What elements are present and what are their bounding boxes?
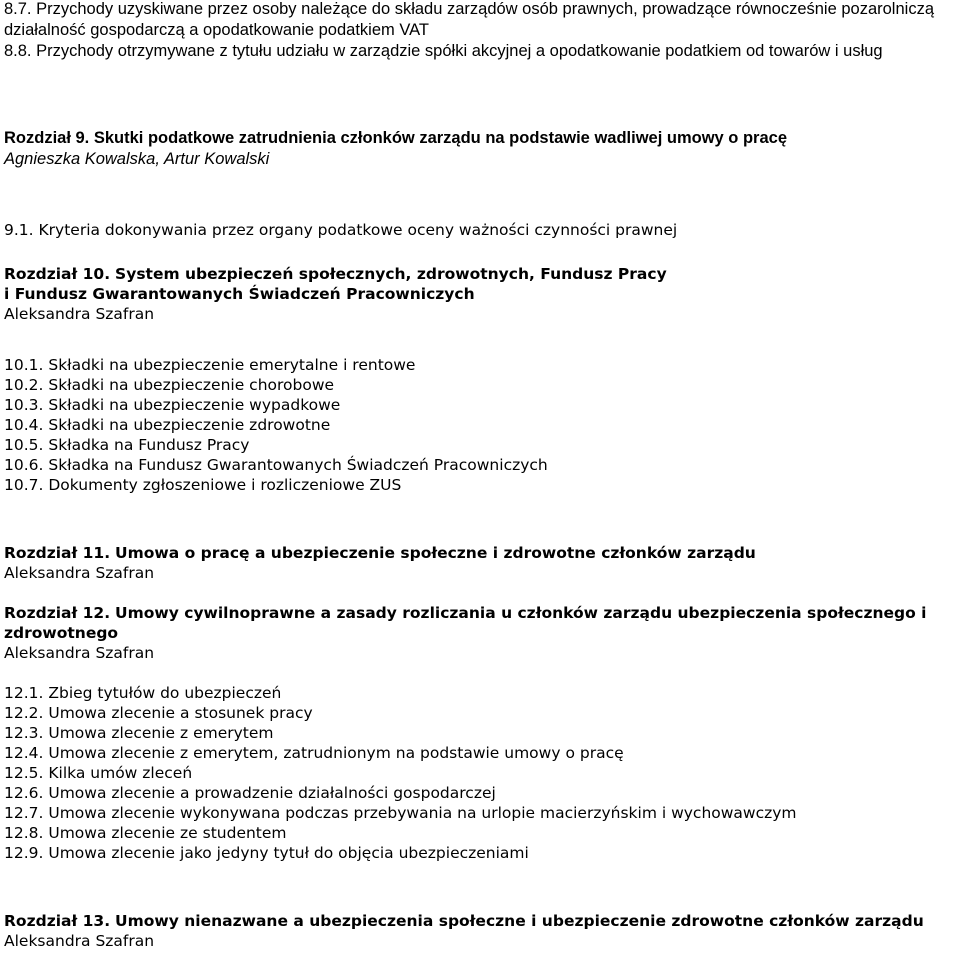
chapter-9-authors: Agnieszka Kowalska, Artur Kowalski: [4, 150, 270, 168]
chapter-9-items: [4, 220, 954, 240]
toc-item: 10.1. Składki na ubezpieczenie emerytalne i rentowe: [4, 356, 416, 374]
chapter-9-heading: [4, 128, 954, 170]
chapter-9-title: Skutki podatkowe zatrudnienia członków zarządu na podstawie wadliwej umowy o pracę: [93, 129, 787, 147]
chapter-13-title: Umowy nienazwane a ubezpieczenia społeczne i ubezpieczenie zdrowotne członków zarządu: [115, 912, 924, 930]
toc-item: 9.1. Kryteria dokonywania przez organy podatkowe oceny ważności czynności prawnej: [4, 221, 678, 239]
toc-item: 10.3. Składki na ubezpieczenie wypadkowe: [4, 396, 341, 414]
toc-item: 12.7. Umowa zlecenie wykonywana podczas przebywania na urlopie macierzyńskim i wychowawczym: [4, 804, 797, 822]
toc-item: 10.4. Składki na ubezpieczenie zdrowotne: [4, 416, 331, 434]
toc-item: 12.8. Umowa zlecenie ze studentem: [4, 824, 287, 842]
toc-item: 12.5. Kilka umów zleceń: [4, 764, 193, 782]
chapter-10-title-line2: i Fundusz Gwarantowanych Świadczeń Pracowniczych: [4, 285, 475, 303]
toc-item: 12.9. Umowa zlecenie jako jedyny tytuł do objęcia ubezpieczeniami: [4, 844, 529, 862]
toc-item-8-8: 8.8. Przychody otrzymywane z tytułu udziału w zarządzie spółki akcyjnej a opodatkowanie podatkiem od towarów i usług: [4, 42, 883, 60]
toc-item: 10.7. Dokumenty zgłoszeniowe i rozliczeniowe ZUS: [4, 476, 402, 494]
chapter-13-authors: Aleksandra Szafran: [4, 932, 155, 950]
chapter-12-items: [4, 683, 954, 863]
chapter-12-title: Umowy cywilnoprawne a zasady rozliczania u członków zarządu ubezpieczenia społecznego i zdrowotnego: [4, 604, 927, 642]
chapter-12-authors: Aleksandra Szafran: [4, 644, 155, 662]
toc-item-8-7: 8.7. Przychody uzyskiwane przez osoby należące do składu zarządów osób prawnych, prowadzące równocześnie pozarolniczą działalność gospodarczą a opodatkowanie podatkiem VAT: [4, 0, 934, 39]
chapter-9-label: Rozdział 9.: [4, 129, 90, 147]
chapter-13-label: Rozdział 13.: [4, 912, 111, 930]
toc-item: 10.5. Składka na Fundusz Pracy: [4, 436, 250, 454]
chapter-10-items: [4, 355, 954, 495]
toc-item: 12.6. Umowa zlecenie a prowadzenie działalności gospodarczej: [4, 784, 496, 802]
chapter-12-label: Rozdział 12.: [4, 604, 111, 622]
toc-item: 10.2. Składki na ubezpieczenie chorobowe: [4, 376, 335, 394]
chapter-12-heading: [4, 603, 954, 663]
chapter-10-authors: Aleksandra Szafran: [4, 305, 155, 323]
toc-item: 12.4. Umowa zlecenie z emerytem, zatrudnionym na podstawie umowy o pracę: [4, 744, 624, 762]
chapter-13-heading: [4, 911, 954, 951]
chapter-10-heading: [4, 264, 954, 324]
toc-item: 10.6. Składka na Fundusz Gwarantowanych Świadczeń Pracowniczych: [4, 456, 548, 474]
chapter-11-heading: [4, 543, 954, 583]
chapter-11-authors: Aleksandra Szafran: [4, 564, 155, 582]
chapter-11-label: Rozdział 11.: [4, 544, 111, 562]
chapter-10-label: Rozdział 10.: [4, 265, 111, 283]
toc-item: 12.2. Umowa zlecenie a stosunek pracy: [4, 704, 313, 722]
section-8-items: [4, 0, 954, 62]
toc-item: 12.3. Umowa zlecenie z emerytem: [4, 724, 274, 742]
chapter-11-title: Umowa o pracę a ubezpieczenie społeczne i zdrowotne członków zarządu: [115, 544, 756, 562]
toc-item: 12.1. Zbieg tytułów do ubezpieczeń: [4, 684, 282, 702]
chapter-10-title-line1: System ubezpieczeń społecznych, zdrowotnych, Fundusz Pracy: [115, 265, 667, 283]
